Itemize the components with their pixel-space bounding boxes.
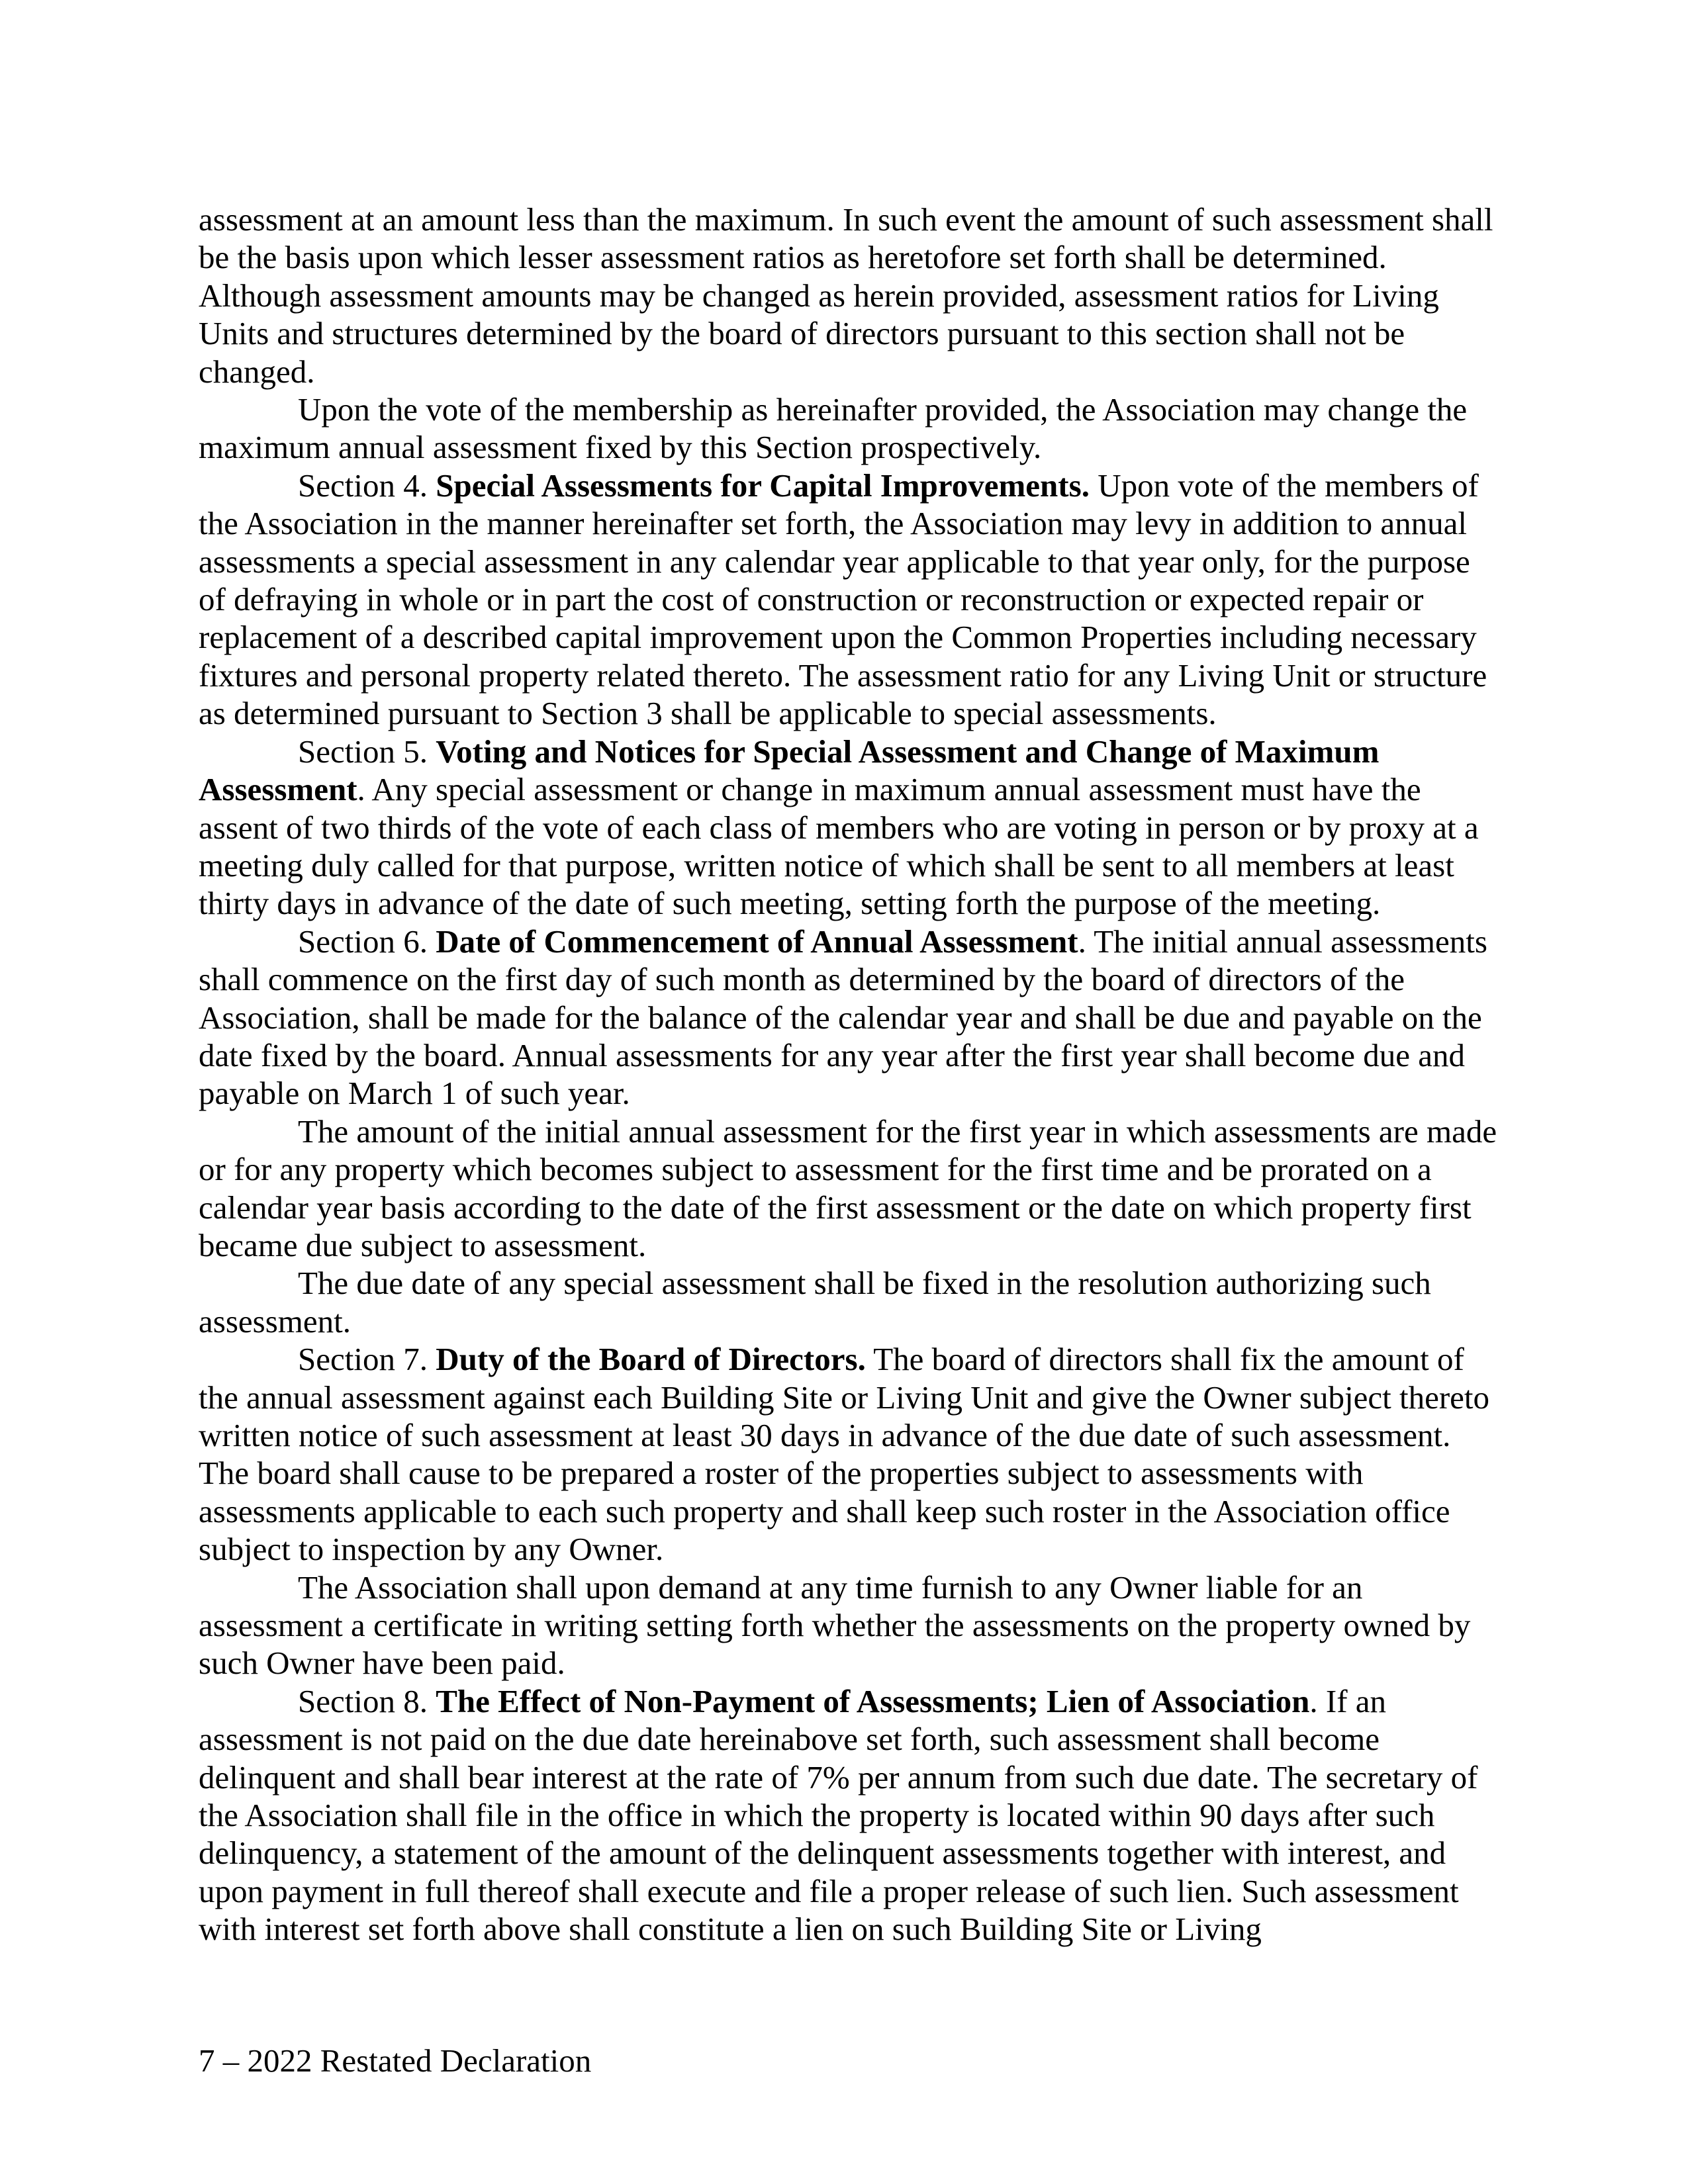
paragraph-text: The amount of the initial annual assessment for the first year in which assessments are made or for any property which becomes subject to assessment for the first time and be prorated on a calendar year basis according to the date of the first assessment or the date on which property first became due subject to assessment. — [199, 1113, 1497, 1263]
section-heading: Special Assessments for Capital Improvements. — [436, 467, 1090, 504]
section-8-paragraph — [199, 1682, 1499, 1948]
paragraph-maximum-change — [199, 390, 1499, 467]
paragraph-text: The Association shall upon demand at any time furnish to any Owner liable for an assessment a certificate in writing setting forth whether the assessments on the property owned by such Owner have been paid. — [199, 1569, 1471, 1682]
paragraph-text: The board of directors shall fix the amount of the annual assessment against each Building Site or Living Unit and give the Owner subject thereto written notice of such assessment at least 30 days in advance of the due date of such assessment. The board shall cause to be prepared a roster of the properties subject to assessments with assessments applicable to each such property and shall keep such roster in the Association office subject to inspection by any Owner. — [199, 1341, 1489, 1568]
paragraph-text: assessment at an amount less than the maximum. In such event the amount of such assessment shall be the basis upon which lesser assessment ratios as heretofore set forth shall be determined. Although assessment amounts may be changed as herein provided, assessment ratios for Living Units and structures determined by the board of directors pursuant to this section shall not be changed. — [199, 201, 1493, 390]
paragraph-text: . The initial annual assessments shall commence on the first day of such month as determined by the board of directors of the Association, shall be made for the balance of the calendar year and shall be due and payable on the date fixed by the board. Annual assessments for any year after the first year shall become due and payable on March 1 of such year. — [199, 923, 1487, 1112]
paragraph-text: Upon the vote of the membership as hereinafter provided, the Association may change the maximum annual assessment fixed by this Section prospectively. — [199, 391, 1468, 466]
paragraph-assessment-ratios — [199, 201, 1499, 390]
section-5-paragraph — [199, 733, 1499, 923]
section-number: Section 5. — [298, 733, 436, 770]
paragraph-special-due-date — [199, 1264, 1499, 1340]
section-heading: Voting and Notices for Special Assessment and Change of Maximum Assessment — [199, 733, 1380, 808]
section-number: Section 7. — [298, 1341, 436, 1378]
section-heading: Date of Commencement of Annual Assessment — [436, 923, 1078, 960]
section-number: Section 4. — [298, 467, 436, 504]
paragraph-certificate — [199, 1569, 1499, 1682]
section-4-paragraph — [199, 467, 1499, 733]
paragraph-text: The due date of any special assessment shall be fixed in the resolution authorizing such assessment. — [199, 1265, 1431, 1340]
section-7-paragraph — [199, 1340, 1499, 1568]
paragraph-text: . Any special assessment or change in maximum annual assessment must have the assent of two thirds of the vote of each class of members who are voting in person or by proxy at a meeting duly called for that purpose, written notice of which shall be sent to all members at least thirty days in advance of the date of such meeting, setting forth the purpose of the meeting. — [199, 771, 1479, 922]
document-body — [199, 201, 1499, 1948]
section-heading: The Effect of Non-Payment of Assessments; Lien of Association — [436, 1682, 1310, 1719]
section-heading: Duty of the Board of Directors. — [436, 1341, 866, 1378]
page-footer: 7 – 2022 Restated Declaration — [199, 2042, 592, 2079]
section-6-paragraph — [199, 923, 1499, 1113]
paragraph-text: . If an assessment is not paid on the due date hereinabove set forth, such assessment shall become delinquent and shall bear interest at the rate of 7% per annum from such due date. The secretary of the Association shall file in the office in which the property is located within 90 days after such delinquency, a statement of the amount of the delinquent assessments together with interest, and upon payment in full thereof shall execute and file a proper release of such lien. Such assessment with interest set forth above shall constitute a lien on such Building Site or Living — [199, 1682, 1478, 1948]
section-number: Section 6. — [298, 923, 436, 960]
paragraph-initial-assessment — [199, 1113, 1499, 1265]
section-number: Section 8. — [298, 1682, 436, 1719]
paragraph-text: Upon vote of the members of the Association in the manner hereinafter set forth, the Association may levy in addition to annual assessments a special assessment in any calendar year applicable to that year only, for the purpose of defraying in whole or in part the cost of construction or reconstruction or expected repair or replacement of a described capital improvement upon the Common Properties including necessary fixtures and personal property related thereto. The assessment ratio for any Living Unit or structure as determined pursuant to Section 3 shall be applicable to special assessments. — [199, 467, 1487, 732]
